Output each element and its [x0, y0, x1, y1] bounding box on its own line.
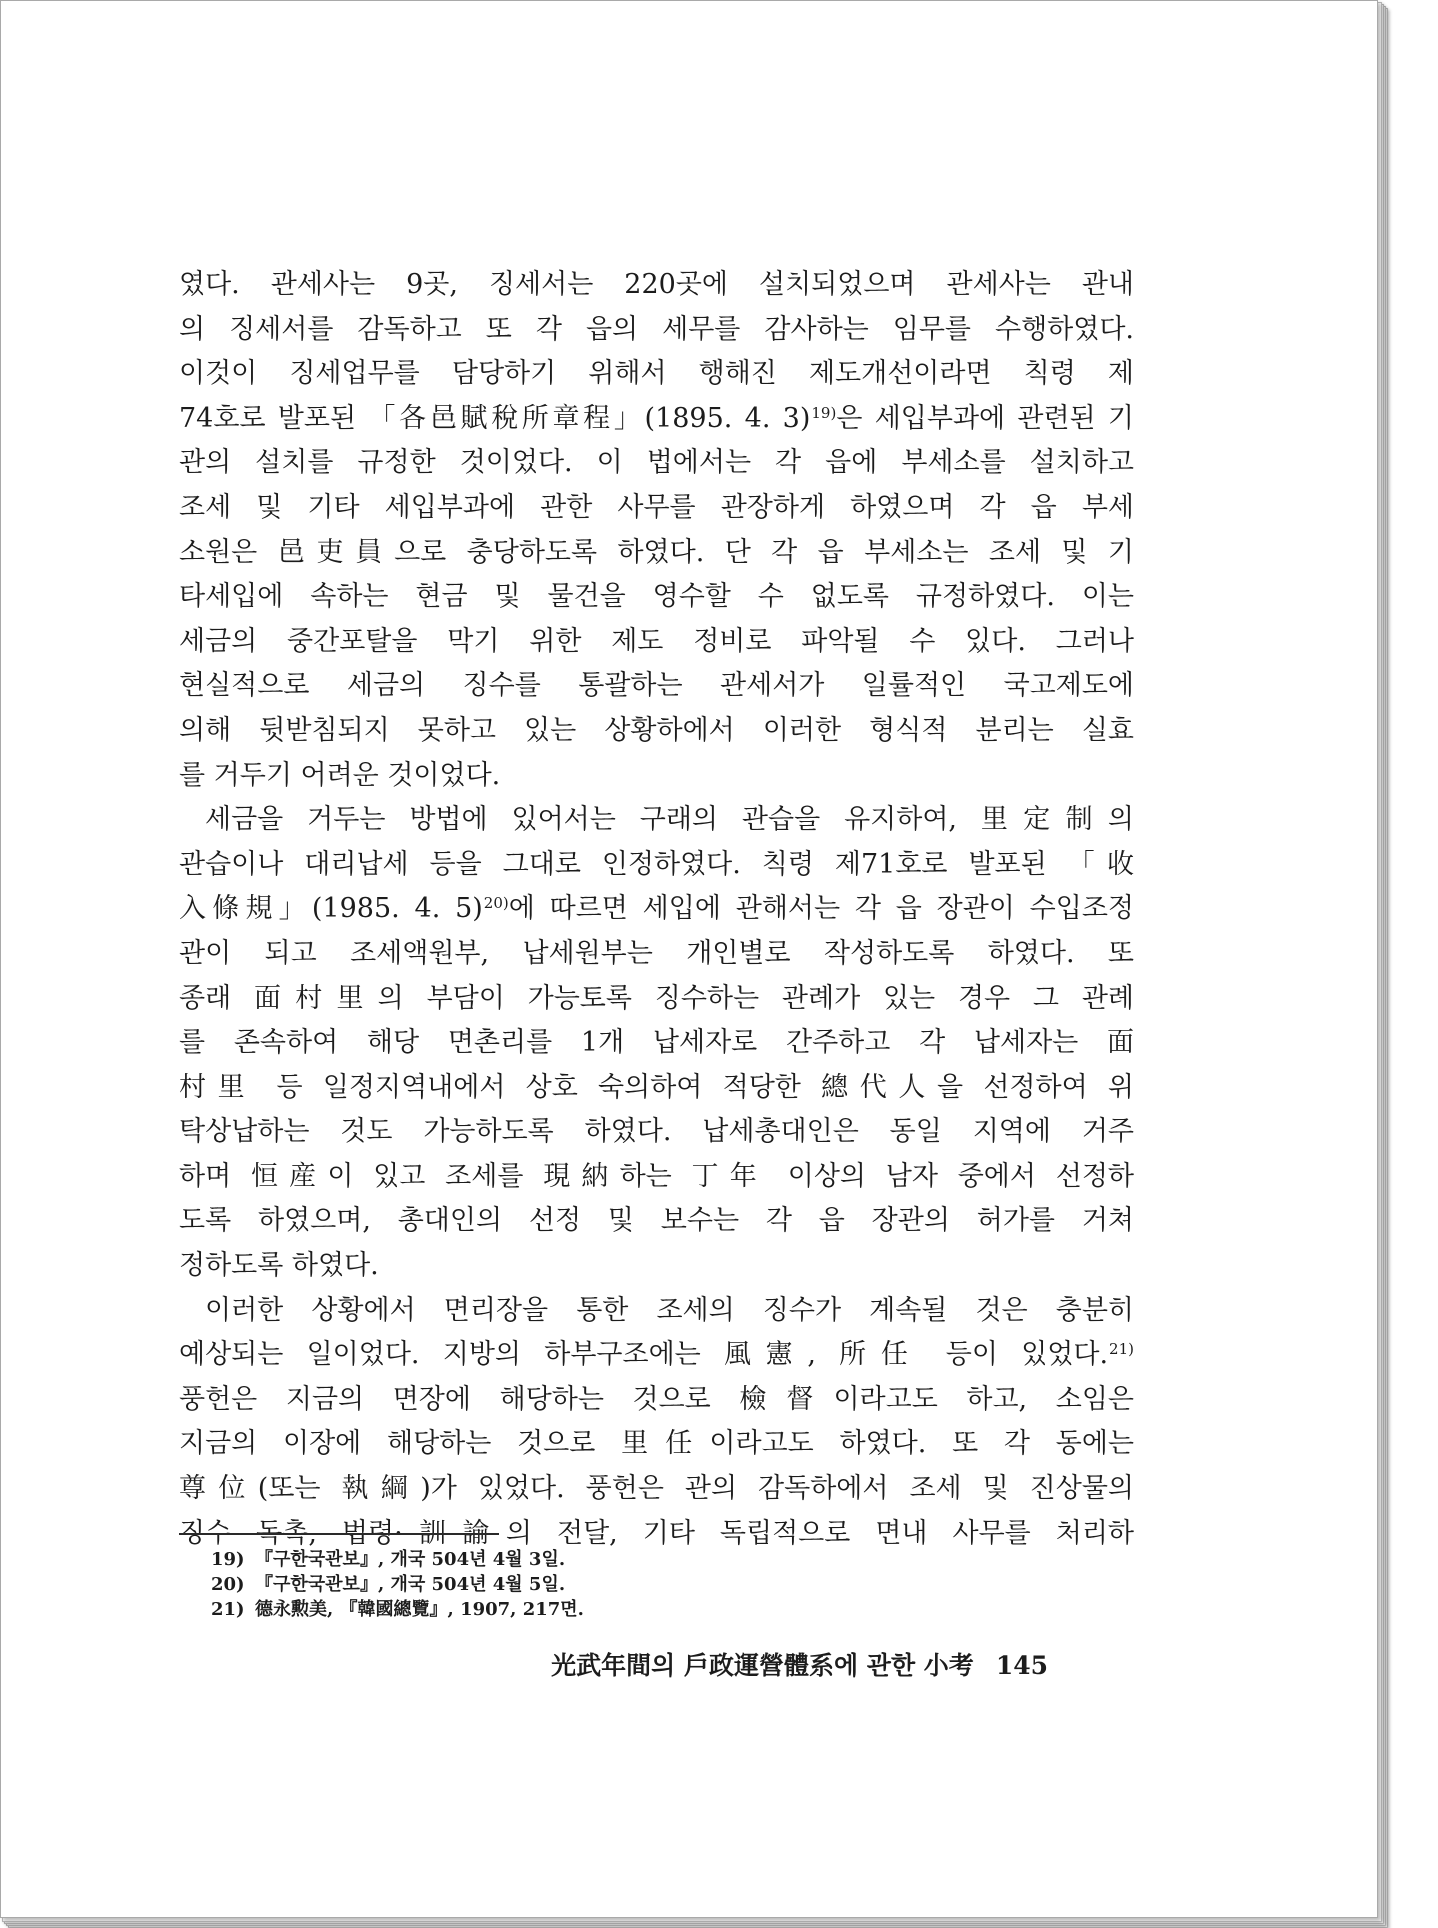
text-line: [179, 1021, 1134, 1066]
text-span: 入條規」(1985. 4. 5): [179, 893, 483, 925]
text-line: [179, 575, 1134, 620]
text-line: [179, 709, 1134, 754]
text-line: [179, 531, 1134, 576]
text-line: [179, 1244, 1134, 1289]
text-span: 의 징세서를 감독하고 또 각 읍의 세무를 감사하는 임무를 수행하였다.: [179, 313, 1134, 345]
text-span: 이러한 상황에서 면리장을 통한 조세의 징수가 계속될 것은 충분히: [205, 1294, 1134, 1326]
text-line: [179, 1467, 1134, 1512]
text-line: [179, 1110, 1134, 1155]
footnote: [211, 1547, 584, 1572]
text-span: 정하도록 하였다.: [179, 1250, 379, 1282]
text-line: [179, 1333, 1134, 1378]
text-span: 의해 뒷받침되지 못하고 있는 상황하에서 이러한 형식적 분리는 실효: [179, 714, 1134, 746]
running-title: 光武年間의 戶政運營體系에 관한 小考: [551, 1651, 974, 1680]
text-span: 종래 面村里의 부담이 가능토록 징수하는 관례가 있는 경우 그 관례: [179, 982, 1134, 1014]
text-line: [179, 932, 1134, 977]
text-line: [179, 441, 1134, 486]
text-span: 도록 하였으며, 총대인의 선정 및 보수는 각 읍 장관의 허가를 거쳐: [179, 1205, 1134, 1237]
text-span: 조세 및 기타 세입부과에 관한 사무를 관장하게 하였으며 각 읍 부세: [179, 491, 1134, 523]
text-line: [179, 308, 1134, 353]
text-span: 현실적으로 세금의 징수를 통괄하는 관세서가 일률적인 국고제도에: [179, 670, 1134, 702]
text-span: 였다. 관세사는 9곳, 징세서는 220곳에 설치되었으며 관세사는 관내: [179, 269, 1134, 300]
text-span: 지금의 이장에 해당하는 것으로 里任이라고도 하였다. 또 각 동에는: [179, 1428, 1134, 1460]
footnote-ref: 21): [1109, 1340, 1134, 1359]
text-line: [179, 1378, 1134, 1423]
text-line: [179, 798, 1134, 843]
body-text: [179, 263, 1134, 1556]
text-span: 尊位(또는 執綱)가 있었다. 풍헌은 관의 감독하에서 조세 및 진상물의: [179, 1473, 1134, 1505]
text-span: 소원은 邑吏員으로 충당하도록 하였다. 단 각 읍 부세소는 조세 및 기: [179, 536, 1134, 568]
text-span: 관의 설치를 규정한 것이었다. 이 법에서는 각 읍에 부세소를 설치하고: [179, 447, 1134, 479]
page-number: 145: [995, 1651, 1048, 1680]
footnote-number: 19): [211, 1549, 245, 1570]
text-line: [179, 1289, 1134, 1334]
footnote-ref: 19): [811, 403, 837, 422]
text-span: 하며 恒産이 있고 조세를 現納하는 丁年 이상의 남자 중에서 선정하: [179, 1160, 1134, 1192]
text-span: 를 거두기 어려운 것이었다.: [179, 759, 501, 791]
text-line: [179, 1155, 1134, 1200]
text-span: 관이 되고 조세액원부, 납세원부는 개인별로 작성하도록 하였다. 또: [179, 937, 1134, 969]
text-line: [179, 620, 1134, 665]
text-span: 탁상납하는 것도 가능하도록 하였다. 납세총대인은 동일 지역에 거주: [179, 1116, 1134, 1148]
text-line: [179, 887, 1134, 932]
text-span: 74호로 발포된 「各邑賦稅所章程」(1895. 4. 3): [179, 402, 811, 434]
footnotes: [211, 1547, 584, 1622]
text-line: [179, 843, 1134, 888]
text-line: [179, 352, 1134, 397]
text-span: 세금의 중간포탈을 막기 위한 제도 정비로 파악될 수 있다. 그러나: [179, 625, 1134, 657]
text-span: 은 세입부과에 관련된 기: [836, 402, 1134, 434]
footnote-text: 『구한국관보』, 개국 504년 4월 3일.: [255, 1549, 566, 1570]
text-span: 풍헌은 지금의 면장에 해당하는 것으로 檢督이라고도 하고, 소임은: [179, 1383, 1134, 1415]
text-line: [179, 1199, 1134, 1244]
text-span: 징수 독촉, 법령·訓諭의 전달, 기타 독립적으로 면내 사무를 처리하: [179, 1517, 1134, 1549]
footnote: [211, 1572, 584, 1597]
text-line: [179, 1422, 1134, 1467]
footnote-text: 『구한국관보』, 개국 504년 4월 5일.: [255, 1574, 566, 1595]
text-span: 타세입에 속하는 현금 및 물건을 영수할 수 없도록 규정하였다. 이는: [179, 581, 1134, 613]
page-footer: [551, 1646, 1048, 1682]
text-span: 세금을 거두는 방법에 있어서는 구래의 관습을 유지하여, 里定制의: [205, 804, 1134, 836]
text-span: 이것이 징세업무를 담당하기 위해서 행해진 제도개선이라면 칙령 제: [179, 358, 1134, 390]
text-span: 관습이나 대리납세 등을 그대로 인정하였다. 칙령 제71호로 발포된 「收: [179, 848, 1134, 880]
text-line: [179, 754, 1134, 799]
text-span: 예상되는 일이었다. 지방의 하부구조에는 風憲, 所任 등이 있었다.: [179, 1339, 1109, 1371]
footnote-number: 21): [211, 1599, 245, 1620]
footnote-text: 德永勲美, 『韓國總覽』, 1907, 217면.: [255, 1599, 584, 1620]
text-line: [179, 1066, 1134, 1111]
text-line: [179, 486, 1134, 531]
footnote: [211, 1597, 584, 1622]
text-line: [179, 977, 1134, 1022]
text-span: 村里 등 일정지역내에서 상호 숙의하여 적당한 總代人을 선정하여 위: [179, 1071, 1134, 1103]
footnote-number: 20): [211, 1574, 245, 1595]
footnote-separator: [179, 1533, 499, 1535]
text-span: 에 따르면 세입에 관해서는 각 읍 장관이 수입조정: [508, 893, 1135, 925]
text-line: [179, 397, 1134, 442]
text-span: 를 존속하여 해당 면촌리를 1개 납세자로 간주하고 각 납세자는 面: [179, 1027, 1134, 1059]
text-line: [179, 263, 1134, 308]
text-line: [179, 664, 1134, 709]
footnote-ref: 20): [483, 894, 509, 913]
